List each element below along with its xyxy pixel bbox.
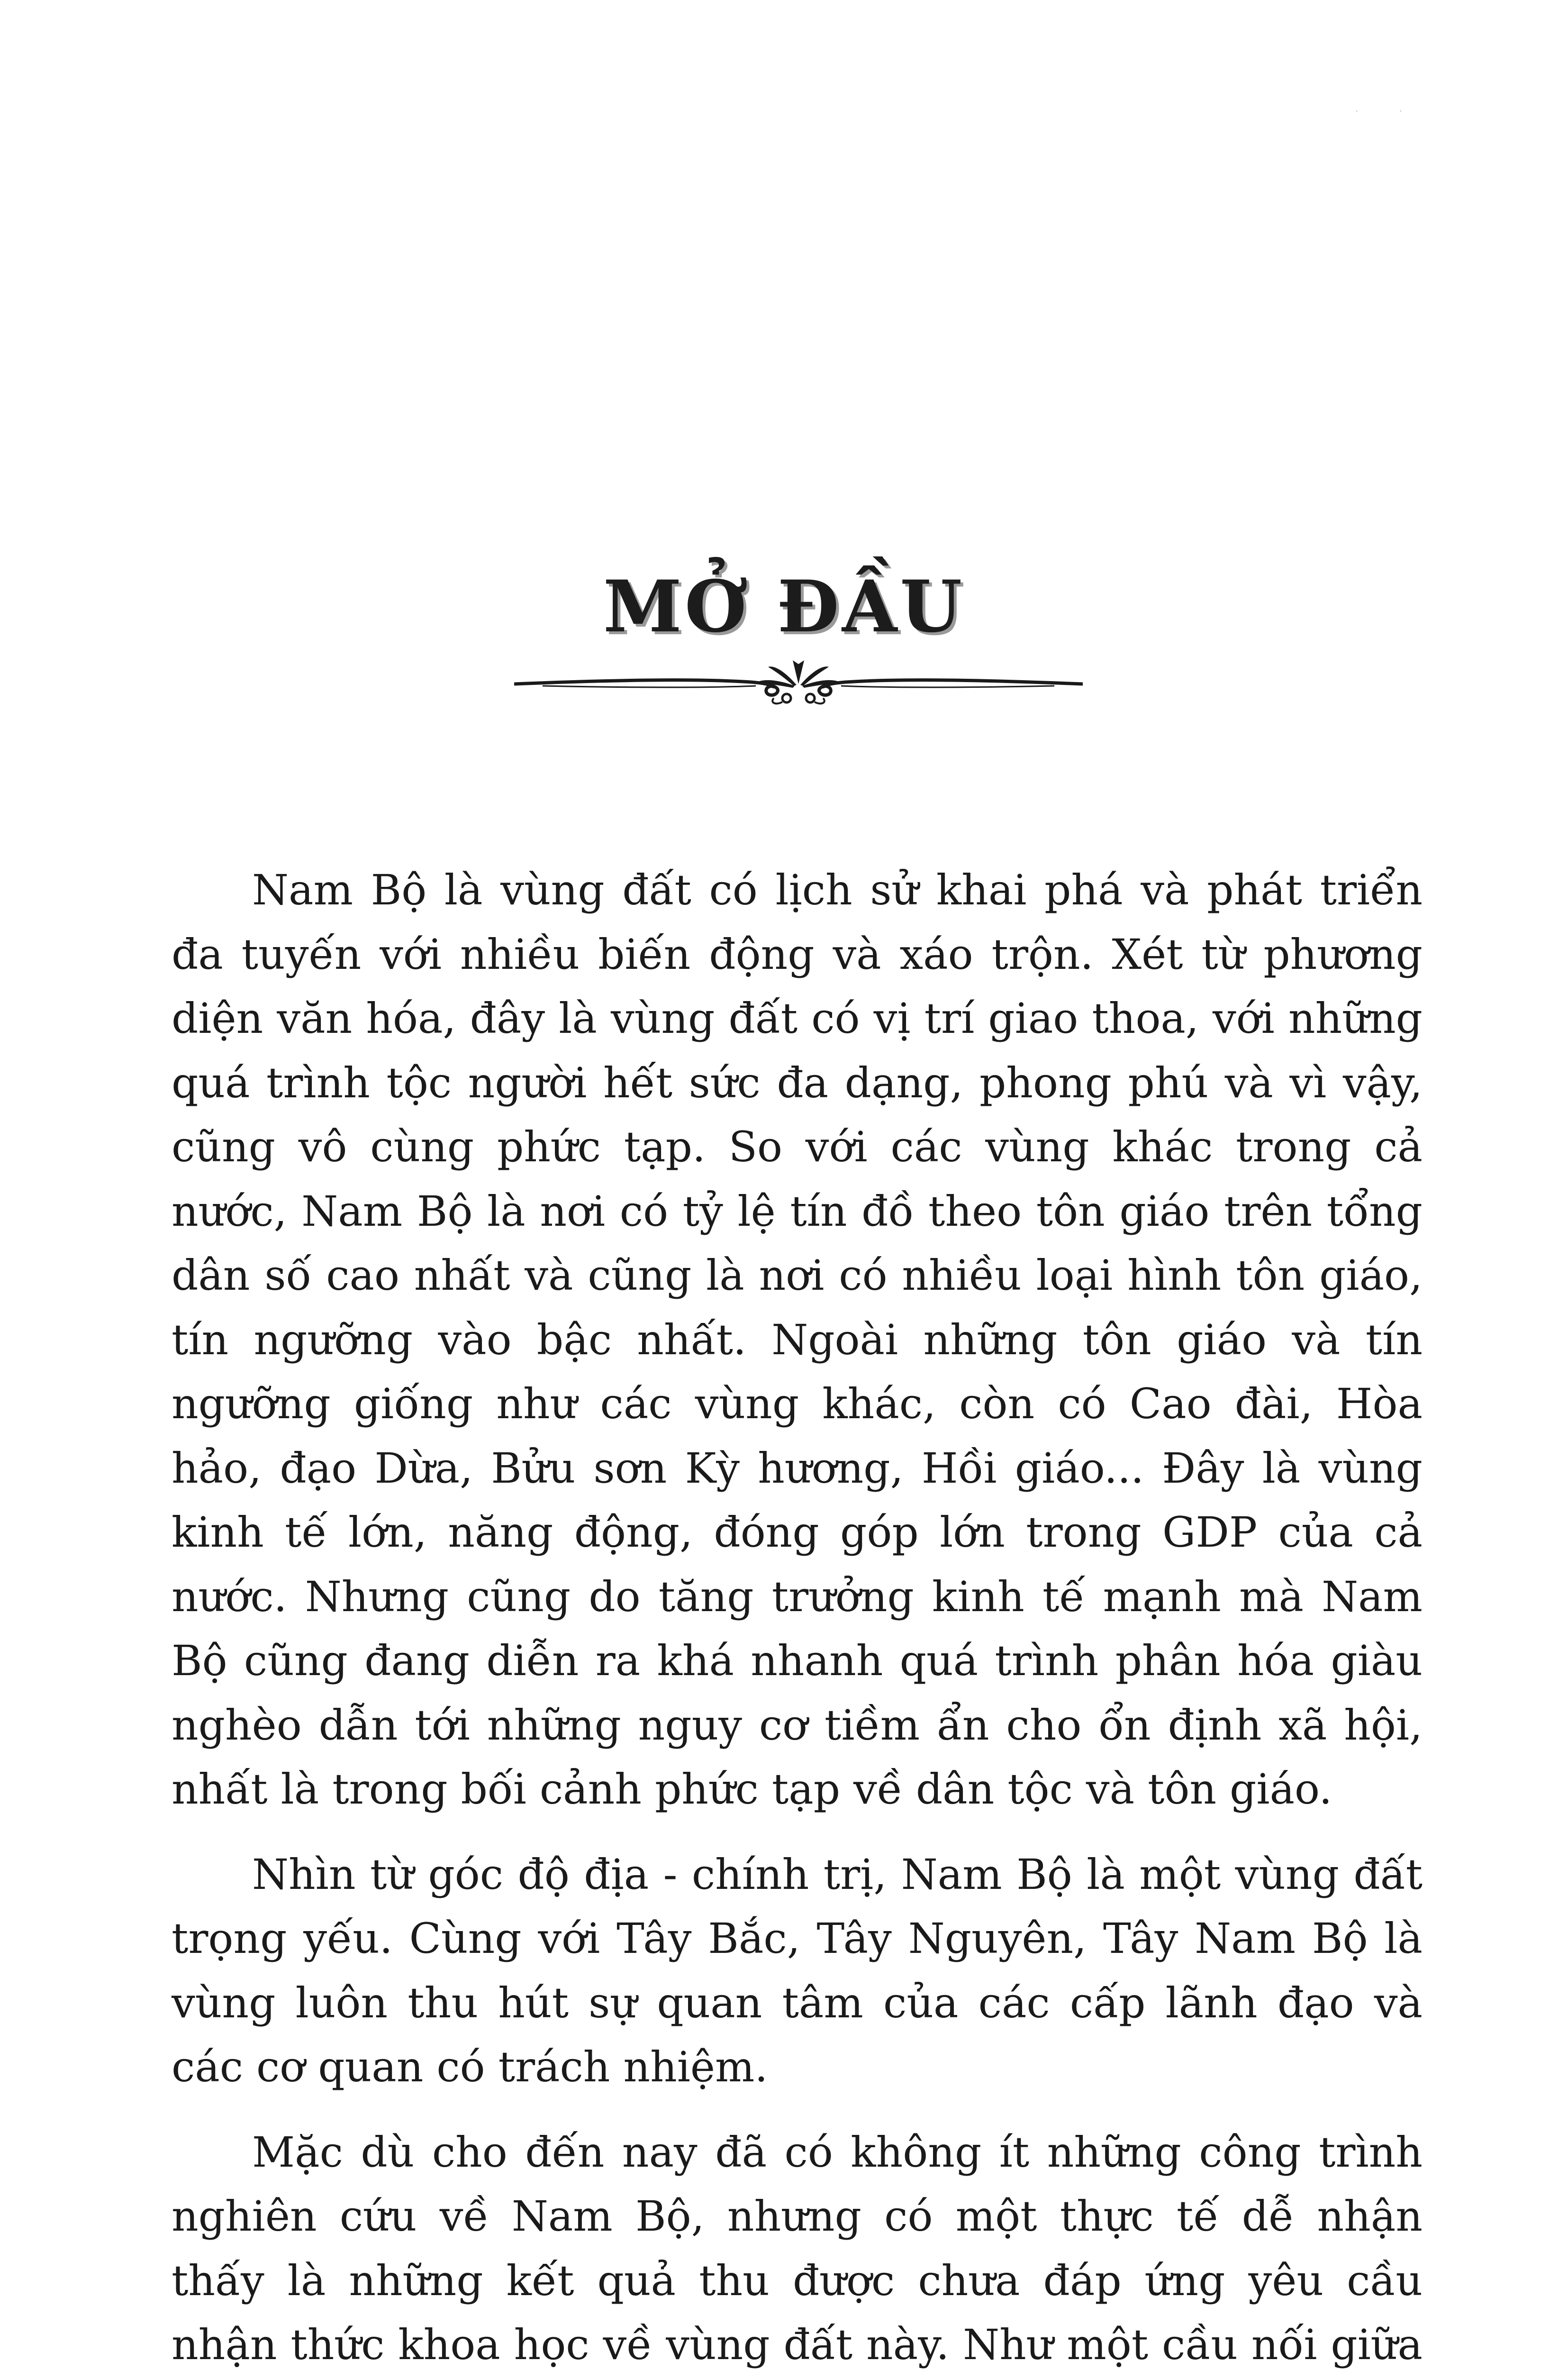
ornamental-divider — [514, 656, 1083, 713]
paragraph: Mặc dù cho đến nay đã có không ít những công trình nghiên cứu về Nam Bộ, nhưng có một thực tế dễ nhận thấy là những kết quả thu được chưa đáp ứng yêu cầu nhận thức khoa học về vùng đất này. Như một cầu nối giữa — [172, 2127, 1423, 2369]
paragraph: Nam Bộ là vùng đất có lịch sử khai phá và phát triển đa tuyến với nhiều biến động và xáo trộn. Xét từ phương diện văn hóa, đây là vùng đất có vị trí giao thoa, với những quá trình tộc người hết sức đa dạng, phong phú và vì vậy, cũng vô cùng phức tạp. So với các vùng khác trong cả nước, Nam Bộ là nơi có tỷ lệ tín đồ theo tôn giáo trên tổng dân số cao nhất và cũng là nơi có nhiều loại hình tôn giáo, tín ngưỡng vào bậc nhất. Ngoài những tôn giáo và tín ngưỡng giống như các vùng khác, còn có Cao đài, Hòa hảo, đạo Dừa, Bửu sơn Kỳ hương, Hồi giáo... Đây là vùng kinh tế lớn, năng động, đóng góp lớn trong GDP của cả nước. Nhưng cũng do tăng trưởng kinh tế mạnh mà Nam Bộ cũng đang diễn ra khá nhanh quá trình phân hóa giàu nghèo dẫn tới những nguy cơ tiềm ẩn cho ổn định xã hội, nhất là trong bối cảnh phức tạp về dân tộc và tôn giáo. — [172, 866, 1423, 1814]
body-text — [172, 858, 1423, 2370]
paragraph: Nhìn từ góc độ địa - chính trị, Nam Bộ là một vùng đất trọng yếu. Cùng với Tây Bắc, Tây Nguyên, Tây Nam Bộ là vùng luôn thu hút sự quan tâm của các cấp lãnh đạo và các cơ quan có trách nhiệm. — [172, 1850, 1423, 2091]
chapter-heading: MỞ ĐẦU — [603, 565, 965, 648]
corner-dots-decoration: · · — [1355, 105, 1422, 117]
